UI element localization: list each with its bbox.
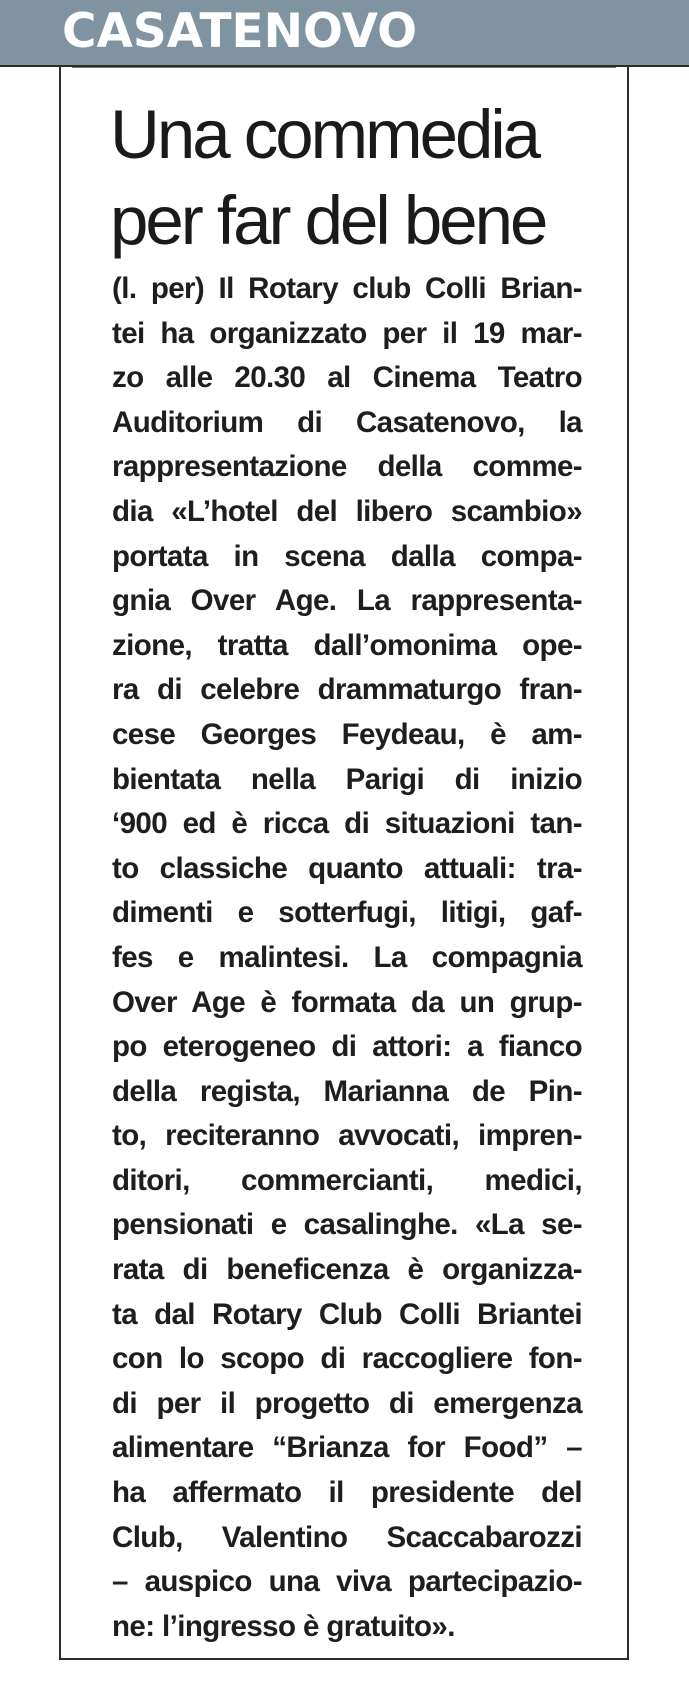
headline-line: Una commedia: [110, 96, 539, 173]
article-body-line: zo alle 20.30 al Cinema Teatro: [112, 361, 582, 395]
article-body-line: cese Georges Feydeau, è am-: [112, 717, 582, 751]
section-label: CASATENOVO: [62, 4, 418, 59]
article-body: [112, 267, 582, 1649]
headline-line: per far del bene: [110, 182, 546, 259]
article-body-line: ‘900 ed è ricca di situazioni tan-: [112, 807, 582, 841]
article-body-line: alimentare “Brianza for Food” –: [112, 1431, 582, 1465]
article-body-line: tei ha organizzato per il 19 mar-: [112, 316, 582, 350]
article-body-line: ta dal Rotary Club Colli Briantei: [112, 1297, 582, 1331]
article-body-line: ra di celebre drammaturgo fran-: [112, 673, 582, 707]
article-body-line: bientata nella Parigi di inizio: [112, 762, 582, 796]
article-body-line: ha affermato il presidente del: [112, 1476, 582, 1510]
article-body-line: dimenti e sotterfugi, litigi, gaf-: [112, 896, 582, 930]
article-body-line: ne: l’ingresso è gratuito».: [112, 1609, 455, 1643]
article-body-line: to, reciteranno avvocati, impren-: [112, 1119, 582, 1153]
article-body-line: rata di beneficenza è organizza-: [112, 1253, 582, 1287]
article-body-line: (l. per) Il Rotary club Colli Brian-: [112, 272, 582, 305]
article-body-line: – auspico una viva partecipazio-: [112, 1565, 582, 1599]
article-body-line: della regista, Marianna de Pin-: [112, 1074, 582, 1108]
article-body-line: dia «L’hotel del libero scambio»: [112, 494, 582, 528]
article-body-line: portata in scena dalla compa-: [112, 539, 582, 573]
article-body-line: ditori, commercianti, medici,: [112, 1163, 582, 1197]
article-body-line: gnia Over Age. La rappresenta-: [112, 584, 582, 618]
article-body-line: Over Age è formata da un grup-: [112, 985, 582, 1019]
article-body-line: zione, tratta dall’omonima ope-: [112, 628, 582, 662]
article-top-rule: [72, 67, 616, 68]
article-body-line: po eterogeneo di attori: a fianco: [112, 1030, 582, 1064]
article-body-line: rappresentazione della comme-: [112, 450, 582, 484]
article-body-line: pensionati e casalinghe. «La se-: [112, 1208, 582, 1242]
article-body-line: con lo scopo di raccogliere fon-: [112, 1342, 582, 1376]
article-body-line: to classiche quanto attuali: tra-: [112, 851, 582, 885]
article-body-line: di per il progetto di emergenza: [112, 1386, 582, 1420]
section-header-bar: [0, 0, 689, 67]
article-body-line: fes e malintesi. La compagnia: [112, 940, 582, 974]
article-body-line: Club, Valentino Scaccabarozzi: [112, 1520, 582, 1554]
article-headline: [110, 92, 590, 264]
article-body-line: Auditorium di Casatenovo, la: [112, 405, 582, 439]
